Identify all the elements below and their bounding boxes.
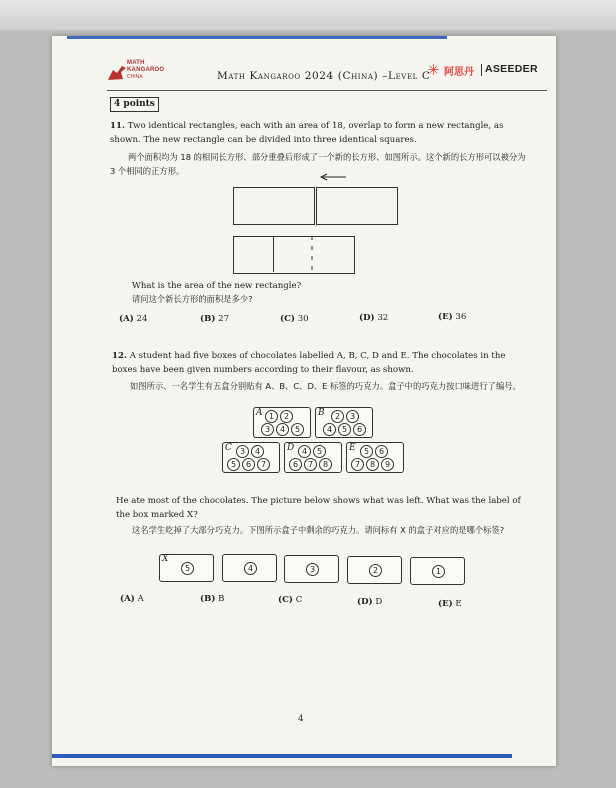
sponsor-cn-name: 阿思丹 xyxy=(444,67,474,78)
q12-text2-en: He ate most of the chocolates. The picture below shows what was left. What was the label of the box marked X? xyxy=(116,496,521,520)
chocolate: 4 xyxy=(244,562,257,575)
q12-option-c[interactable]: (C) C xyxy=(278,595,303,605)
q11-option-b[interactable]: (B) 27 xyxy=(200,314,230,324)
aseeder-star-icon: ✳ xyxy=(427,61,440,79)
remaining-box-4 xyxy=(347,556,402,584)
bottom-stripe xyxy=(52,754,512,758)
q11-question-en: What is the area of the new rectangle? xyxy=(132,281,302,291)
q11-statement: Two identical rectangles, each with an area of 18, overlap to form a new rectangle, as shown. The new rectangle can be divided into three identical squares. xyxy=(110,121,504,145)
q12-number: 12. xyxy=(112,351,127,361)
page-header xyxy=(107,56,547,88)
page-number: 4 xyxy=(298,714,304,724)
remaining-box-2 xyxy=(222,554,277,582)
background-top xyxy=(0,0,616,30)
box-label: X xyxy=(162,554,169,564)
dashed-divider xyxy=(310,236,314,274)
chocolate: 3 xyxy=(261,423,274,436)
chocolate: 7 xyxy=(304,458,317,471)
chocolate: 5 xyxy=(227,458,240,471)
logo-text-line3: CHINA xyxy=(127,74,143,80)
chocolate: 6 xyxy=(289,458,302,471)
q12-text-en xyxy=(112,349,532,377)
chocolate: 2 xyxy=(369,564,382,577)
logo-text-line2: KANGAROO xyxy=(127,67,165,73)
header-rule xyxy=(107,90,547,91)
box-label: A xyxy=(256,408,263,418)
q11-option-a[interactable]: (A) 24 xyxy=(119,314,148,324)
q11-text-en xyxy=(110,119,530,147)
chocolate: 9 xyxy=(381,458,394,471)
chocolate: 7 xyxy=(351,458,364,471)
points-label: 4 points xyxy=(110,97,159,112)
chocolate: 4 xyxy=(251,445,264,458)
q12-option-b[interactable]: (B) B xyxy=(200,594,225,604)
kangaroo-icon xyxy=(107,64,127,82)
chocolate: 2 xyxy=(331,410,344,423)
chocolate: 1 xyxy=(432,565,445,578)
logo-text-line1: MATH xyxy=(127,60,145,66)
remaining-box-5 xyxy=(410,557,465,585)
top-stripe xyxy=(67,36,447,39)
q12-statement: A student had five boxes of chocolates labelled A, B, C, D and E. The chocolates in the boxes have been given numbers according to their flavour, as shown. xyxy=(112,351,506,375)
box-a xyxy=(253,407,311,438)
chocolate: 5 xyxy=(338,423,351,436)
q11-option-c[interactable]: (C) 30 xyxy=(280,314,309,324)
chocolate: 8 xyxy=(366,458,379,471)
chocolate: 6 xyxy=(353,423,366,436)
chocolate: 5 xyxy=(360,445,373,458)
chocolate: 7 xyxy=(257,458,270,471)
q12-text2-cn: 这名学生吃掉了大部分巧克力。下图所示盒子中剩余的巧克力。请问标有 X 的盒子对应的是哪个标签? xyxy=(132,525,505,535)
aseeder-logo xyxy=(427,61,556,81)
chocolate: 3 xyxy=(306,563,319,576)
chocolate: 6 xyxy=(242,458,255,471)
chocolate: 3 xyxy=(346,410,359,423)
chocolate: 4 xyxy=(323,423,336,436)
rectangle-right xyxy=(316,187,398,225)
remaining-box-x xyxy=(159,554,214,582)
chocolate: 6 xyxy=(375,445,388,458)
math-kangaroo-logo xyxy=(107,60,177,86)
box-c xyxy=(222,442,280,473)
chocolate: 5 xyxy=(181,562,194,575)
chocolate: 4 xyxy=(298,445,311,458)
box-label: C xyxy=(225,443,232,453)
chocolate: 5 xyxy=(313,445,326,458)
box-label: D xyxy=(287,443,295,453)
new-rectangle xyxy=(233,236,355,274)
q11-number: 11. xyxy=(110,121,125,131)
q11-option-d[interactable]: (D) 32 xyxy=(359,313,389,323)
document-page xyxy=(52,36,556,766)
q12-option-a[interactable]: (A) A xyxy=(120,594,144,604)
q12-option-e[interactable]: (E) E xyxy=(438,599,462,609)
chocolate: 1 xyxy=(265,410,278,423)
box-d xyxy=(284,442,342,473)
q11-text-cn: 两个面积均为 18 的相同长方形、部分重叠后形成了一个新的长方形、如图所示。这个新的长方形可以被分为 3 个相同的正方形。 xyxy=(110,152,526,176)
q11-option-e[interactable]: (E) 36 xyxy=(438,312,467,322)
chocolate: 3 xyxy=(236,445,249,458)
chocolate: 5 xyxy=(291,423,304,436)
q11-question-cn: 请问这个新长方形的面积是多少? xyxy=(132,294,253,304)
left-arrow-icon xyxy=(319,173,347,181)
box-label: B xyxy=(318,408,325,418)
chocolate: 4 xyxy=(276,423,289,436)
box-label: E xyxy=(349,443,356,453)
chocolate: 8 xyxy=(319,458,332,471)
remaining-box-3 xyxy=(284,555,339,583)
header-title: Math Kangaroo 2024 (China) –Level C xyxy=(217,70,431,82)
rectangle-left xyxy=(233,187,315,225)
logo-separator xyxy=(481,64,482,76)
box-e xyxy=(346,442,404,473)
sponsor-en-name: ASEEDER xyxy=(485,63,538,75)
box-b xyxy=(315,407,373,438)
q12-option-d[interactable]: (D) D xyxy=(357,597,383,607)
square-divider-1 xyxy=(273,236,274,272)
q12-text-cn: 如图所示、一名学生有五盒分别贴有 A、B、C、D、E 标签的巧克力。盒子中的巧克力按口味进行了编号。 xyxy=(130,381,521,391)
chocolate: 2 xyxy=(280,410,293,423)
